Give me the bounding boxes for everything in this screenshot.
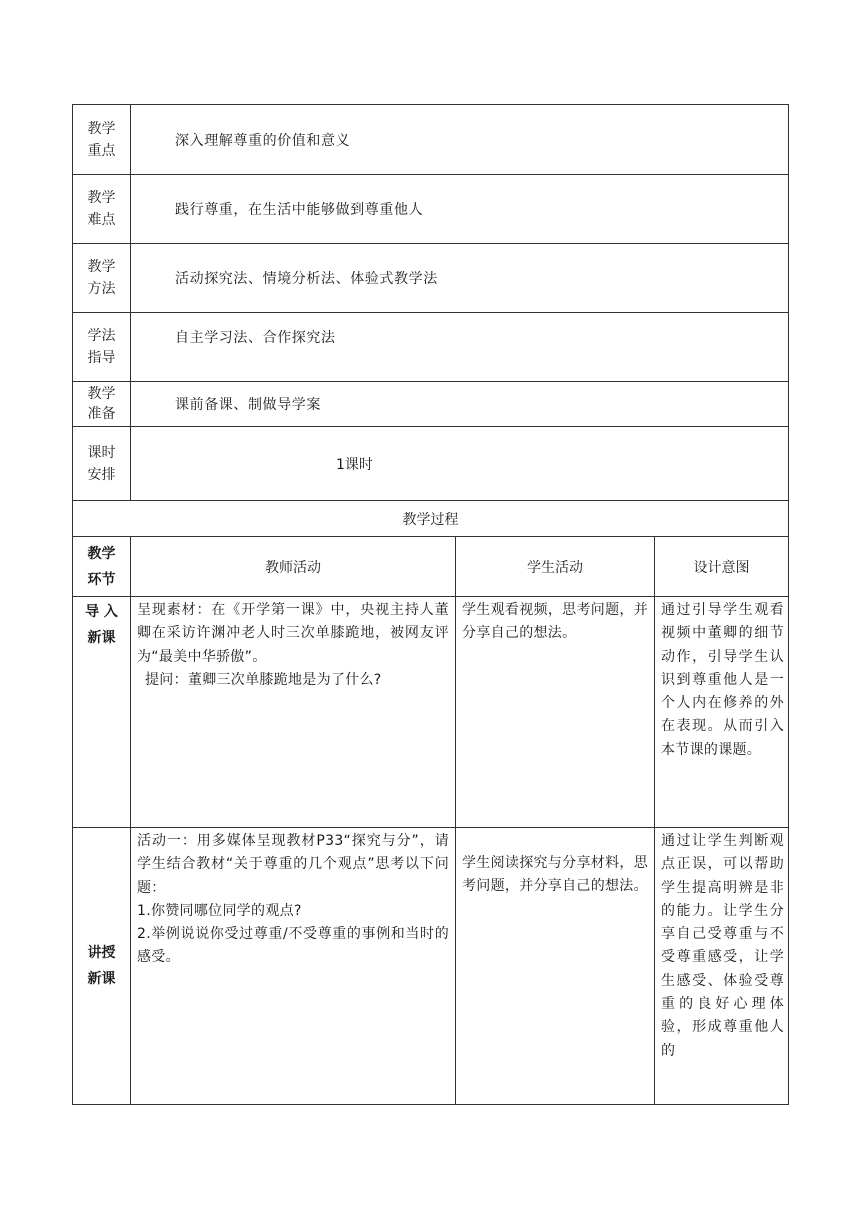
row-section-teaching (73, 828, 789, 1105)
student-teaching: 学生阅读探究与分享材料，思考问题，并分享自己的想法。 (456, 828, 655, 1105)
segment-teaching: 讲授 新课 (73, 828, 131, 1105)
process-title: 教学过程 (73, 501, 789, 537)
teacher-intro: 呈现素材：在《开学第一课》中，央视主持人董卿在采访许渊冲老人时三次单膝跪地，被网友评为“最美中华骄傲”。 提问：董卿三次单膝跪地是为了什么? (131, 597, 456, 828)
lesson-plan-table (72, 104, 789, 1105)
row-process-title (73, 501, 789, 537)
value-methods: 活动探究法、情境分析法、体验式教学法 (131, 244, 789, 313)
label-methods: 教学 方法 (73, 244, 131, 313)
row-class-hours (73, 427, 789, 501)
value-class-hours: 1课时 (131, 427, 789, 501)
design-teaching: 通过让学生判断观点正误，可以帮助学生提高明辨是非的能力。让学生分享自己受尊重与不受尊重感受，让学生感受、体验受尊重的良好心理体验，形成尊重他人的 (655, 828, 789, 1105)
value-study-guidance: 自主学习法、合作探究法 (131, 313, 789, 382)
segment-intro: 导 入 新课 (73, 597, 131, 828)
label-key-points: 教学 重点 (73, 105, 131, 175)
row-section-intro (73, 597, 789, 828)
header-design: 设计意图 (655, 537, 789, 597)
value-preparation: 课前备课、制做导学案 (131, 382, 789, 427)
row-methods (73, 244, 789, 313)
header-student: 学生活动 (456, 537, 655, 597)
row-process-header (73, 537, 789, 597)
teacher-teaching: 活动一：用多媒体呈现教材P33“探究与分”，请学生结合教材“关于尊重的几个观点”思考以下问题： 1.你赞同哪位同学的观点? 2.举例说说你受过尊重/不受尊重的事例和当时的感受。 (131, 828, 456, 1105)
header-teacher: 教师活动 (131, 537, 456, 597)
value-key-points: 深入理解尊重的价值和意义 (131, 105, 789, 175)
label-preparation: 教学 准备 (73, 382, 131, 427)
label-study-guidance: 学法 指导 (73, 313, 131, 382)
design-intro: 通过引导学生观看视频中董卿的细节动作，引导学生认识到尊重他人是一个人内在修养的外在表现。从而引入本节课的课题。 (655, 597, 789, 828)
label-difficulties: 教学 难点 (73, 175, 131, 244)
row-study-guidance (73, 313, 789, 382)
label-class-hours: 课时 安排 (73, 427, 131, 501)
row-key-points (73, 105, 789, 175)
value-difficulties: 践行尊重，在生活中能够做到尊重他人 (131, 175, 789, 244)
row-difficulties (73, 175, 789, 244)
student-intro: 学生观看视频，思考问题，并分享自己的想法。 (456, 597, 655, 828)
header-segment: 教学 环节 (73, 537, 131, 597)
row-preparation (73, 382, 789, 427)
